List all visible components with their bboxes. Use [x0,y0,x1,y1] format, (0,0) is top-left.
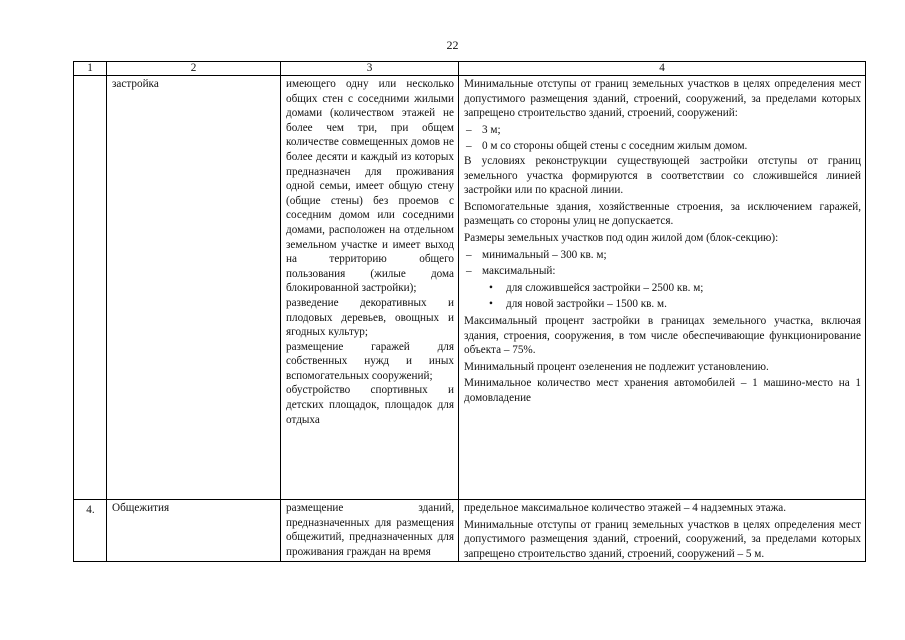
header-cell-4: 4 [459,62,866,76]
parameters-paragraph: Минимальный процент озеленения не подлежит установлению. [464,360,769,373]
parameters-paragraph: Минимальные отступы от границ земельных участков в целях определения мест допустимого размещения зданий, строений, сооружений, за пределами которых запрещено строительство зданий, строений, сооружений: [464,78,861,120]
parameters-paragraph: Минимальные отступы от границ земельных участков в целях определения мест допустимого размещения зданий, строений, сооружений, за пределами которых запрещено строительство зданий, строений, сооружений – 5 м. [464,518,861,560]
header-cell-2: 2 [107,62,281,76]
parameters-paragraph: Максимальный процент застройки в границах земельного участка, включая здания, строения, сооружения, в том числе обеспечивающие функционирование объекта – 75%. [464,314,861,357]
regulations-table [73,61,866,562]
description-paragraph: размещение гаражей для собственных нужд и иных вспомогательных сооружений; [286,340,454,382]
parameters-paragraph: Размеры земельных участков под один жилой дом (блок-секцию): [464,231,779,244]
parameters-cell [459,76,866,500]
parameters-cell [459,500,866,562]
header-cell-3: 3 [281,62,459,76]
parameters-paragraph: Минимальное количество мест хранения автомобилей – 1 машино-место на 1 домовладение [464,377,861,404]
description-paragraph: разведение декоративных и плодовых деревьев, овощных и ягодных культур; [286,296,454,339]
permitted-use-description-cell [281,76,459,500]
dash-list-item: – максимальный: [464,264,861,279]
bullet-list-item: • для сложившейся застройки – 2500 кв. м; [464,281,861,296]
page-number: 22 [446,38,459,52]
description-paragraph: обустройство спортивных и детских площадок, площадок для отдыха [286,384,454,426]
parameters-paragraph: В условиях реконструкции существующей застройки отступы от границ земельного участка формируются в соответствии со сложившейся линией застройки или по красной линии. [464,154,861,197]
description-paragraph: имеющего одну или несколько общих стен с соседними жилыми домами (количеством этажей не более чем три, при общем количестве совмещенных домов не более десяти и каждый из которых предназначен для проживания одной семьи, имеет общую стену (общие стены) без проемов с соседним домом или соседними домами, расположен на отдельном земельном участке и имеет выход на территорию общего пользования (жилые дома блокированной застройки); [286,78,454,295]
permitted-use-description-cell [281,500,459,562]
land-use-type-cell: застройка [107,76,281,500]
dash-list-item: – 3 м; [464,123,861,138]
table-row [74,500,866,562]
parameters-paragraph: Вспомогательные здания, хозяйственные строения, за исключением гаражей, размещать со стороны улиц не допускается. [464,200,861,228]
land-use-type-cell: Общежития [107,500,281,562]
row-number-cell: 4. [74,500,107,562]
parameters-paragraph: предельное максимальное количество этажей – 4 надземных этажа. [464,502,787,514]
description-paragraph: размещение зданий, предназначенных для размещения общежитий, предназначенных для проживания граждан на время [286,502,454,558]
header-cell-1: 1 [74,62,107,76]
row-number-cell [74,76,107,500]
dash-list-item: – минимальный – 300 кв. м; [464,248,861,263]
dash-list-item: – 0 м со стороны общей стены с соседним жилым домом. [464,139,861,154]
table-row [74,76,866,500]
table-header-row [74,62,866,76]
bullet-list-item: • для новой застройки – 1500 кв. м. [464,297,861,312]
